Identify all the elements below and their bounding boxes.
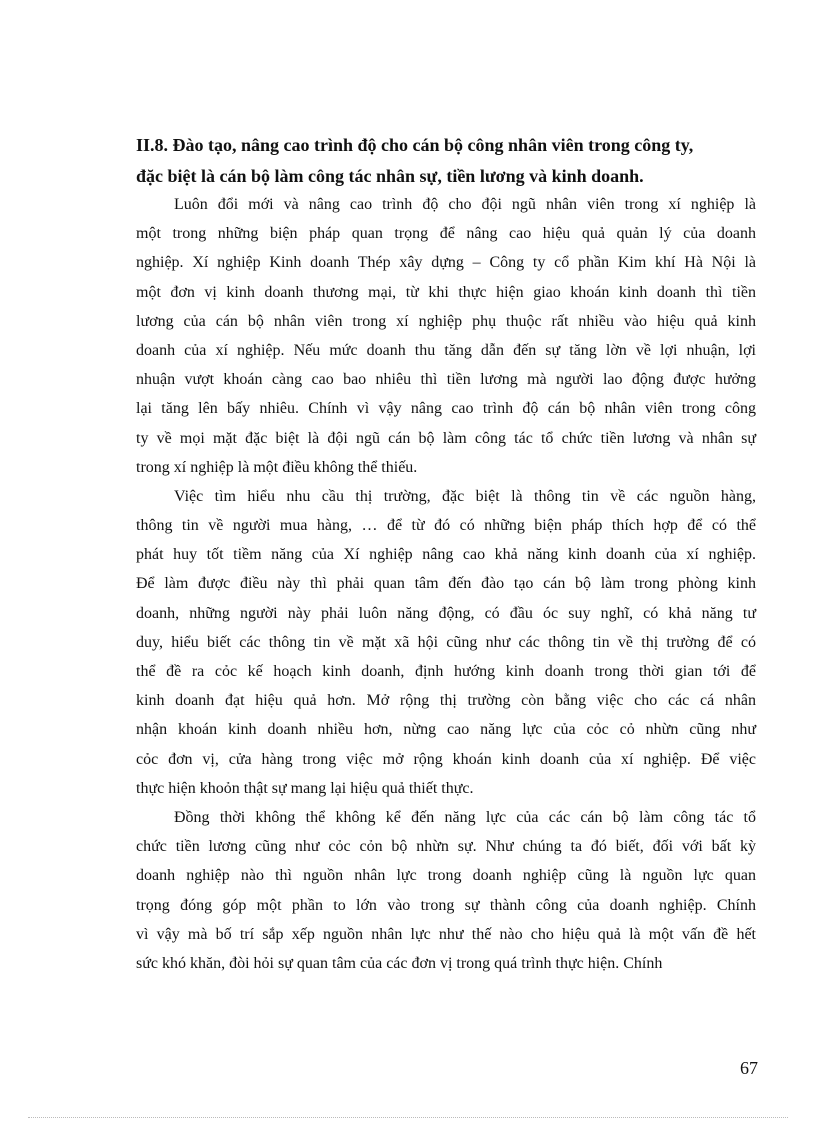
- paragraph-line: thực hiện khoỏn thật sự mang lại hiệu quả thiết thực.: [136, 779, 474, 797]
- paragraph-line: cỏc đơn vị, cửa hàng trong việc mở rộng khoán kinh doanh của xí nghiệp. Để việc: [136, 750, 756, 768]
- paragraph-line: lương của cán bộ nhân viên trong xí nghiệp phụ thuộc rất nhiều vào hiệu quả kinh: [136, 312, 756, 330]
- section-heading: [136, 130, 756, 192]
- paragraph-line: nhận khoán kinh doanh nhiều hơn, nừng cao năng lực của cỏc cỏ nhừn cũng như: [136, 721, 756, 739]
- paragraph-line: Việc tìm hiểu nhu cầu thị trường, đặc biệt là thông tin về các nguồn hàng,: [174, 487, 756, 505]
- paragraph-line: kinh doanh đạt hiệu quả hơn. Mở rộng thị trường còn bằng việc cho các cá nhân: [136, 692, 756, 710]
- paragraph-line: Đồng thời không thể không kể đến năng lực của các cán bộ làm công tác tổ: [174, 808, 756, 826]
- paragraph: [136, 482, 756, 803]
- paragraph-line: nhuận vượt khoán càng cao bao nhiêu thì tiền lương mà người lao động được hưởng: [136, 371, 756, 389]
- paragraph-line: chức tiền lương cũng như cỏc cỏn bộ nhừn sự. Như chúng ta đó biết, đối với bất kỳ: [136, 838, 756, 856]
- paragraph-line: trong xí nghiệp là một điều không thể thiếu.: [136, 458, 418, 476]
- paragraph-line: thông tin về người mua hàng, … để từ đó có những biện pháp thích hợp để có thể: [136, 517, 756, 535]
- paragraph-line: doanh của xí nghiệp. Nếu mức doanh thu tăng dẫn đến sự tăng lờn về lợi nhuận, lợi: [136, 341, 756, 359]
- paragraph: [136, 190, 756, 482]
- paragraph-line: một đơn vị kinh doanh thương mại, từ khi thực hiện giao khoán kinh doanh thì tiền: [136, 283, 756, 301]
- paragraph-line: Luôn đổi mới và nâng cao trình độ cho đội ngũ nhân viên trong xí nghiệp là: [174, 196, 756, 213]
- paragraph-line: phát huy tốt tiềm năng của Xí nghiệp nâng cao khả năng kinh doanh của xí nghiệp.: [136, 546, 756, 564]
- paragraph-line: doanh, những người này phải luôn năng động, có đầu óc suy nghĩ, có khả năng tư: [136, 604, 756, 622]
- paragraph-line: thể đề ra cỏc kế hoạch kinh doanh, định hướng kinh doanh trong thời gian tới để: [136, 663, 756, 680]
- heading-line: đặc biệt là cán bộ làm công tác nhân sự, tiền lương và kinh doanh.: [136, 166, 644, 186]
- paragraph-line: trọng đóng góp một phần to lớn vào trong sự thành công của doanh nghiệp. Chính: [136, 896, 756, 914]
- paragraph-line: sức khó khăn, đòi hỏi sự quan tâm của các đơn vị trong quá trình thực hiện. Chính: [136, 954, 663, 972]
- paragraph: [136, 803, 756, 978]
- paragraph-line: Để làm được điều này thì phải quan tâm đến đào tạo cán bộ làm trong phòng kinh: [136, 575, 756, 593]
- paragraph-line: ty về mọi mặt đặc biệt là đội ngũ cán bộ làm công tác tổ chức tiền lương và nhân sự: [136, 429, 756, 447]
- paragraph-line: vì vậy mà bố trí sắp xếp nguồn nhân lực như thế nào cho hiệu quả là một vấn đề hết: [136, 925, 756, 943]
- paragraph-line: một trong những biện pháp quan trọng để nâng cao hiệu quả quản lý của doanh: [136, 225, 756, 243]
- page-number: 67: [740, 1058, 758, 1078]
- paragraph-line: lại tăng lên bấy nhiêu. Chính vì vậy nâng cao trình độ cán bộ nhân viên trong công: [136, 400, 756, 418]
- paragraph-line: duy, hiểu biết các thông tin về mặt xã hội cũng như các thông tin về thị trường để có: [136, 633, 756, 651]
- paragraph-line: doanh nghiệp nào thì nguồn nhân lực trong doanh nghiệp cũng là nguồn lực quan: [136, 867, 756, 885]
- heading-line: II.8. Đào tạo, nâng cao trình độ cho cán bộ công nhân viên trong công ty,: [136, 135, 694, 155]
- body-text: [136, 190, 756, 978]
- paragraph-line: nghiệp. Xí nghiệp Kinh doanh Thép xây dựng – Công ty cổ phần Kim khí Hà Nội là: [136, 254, 756, 272]
- footer-divider: [28, 1117, 788, 1118]
